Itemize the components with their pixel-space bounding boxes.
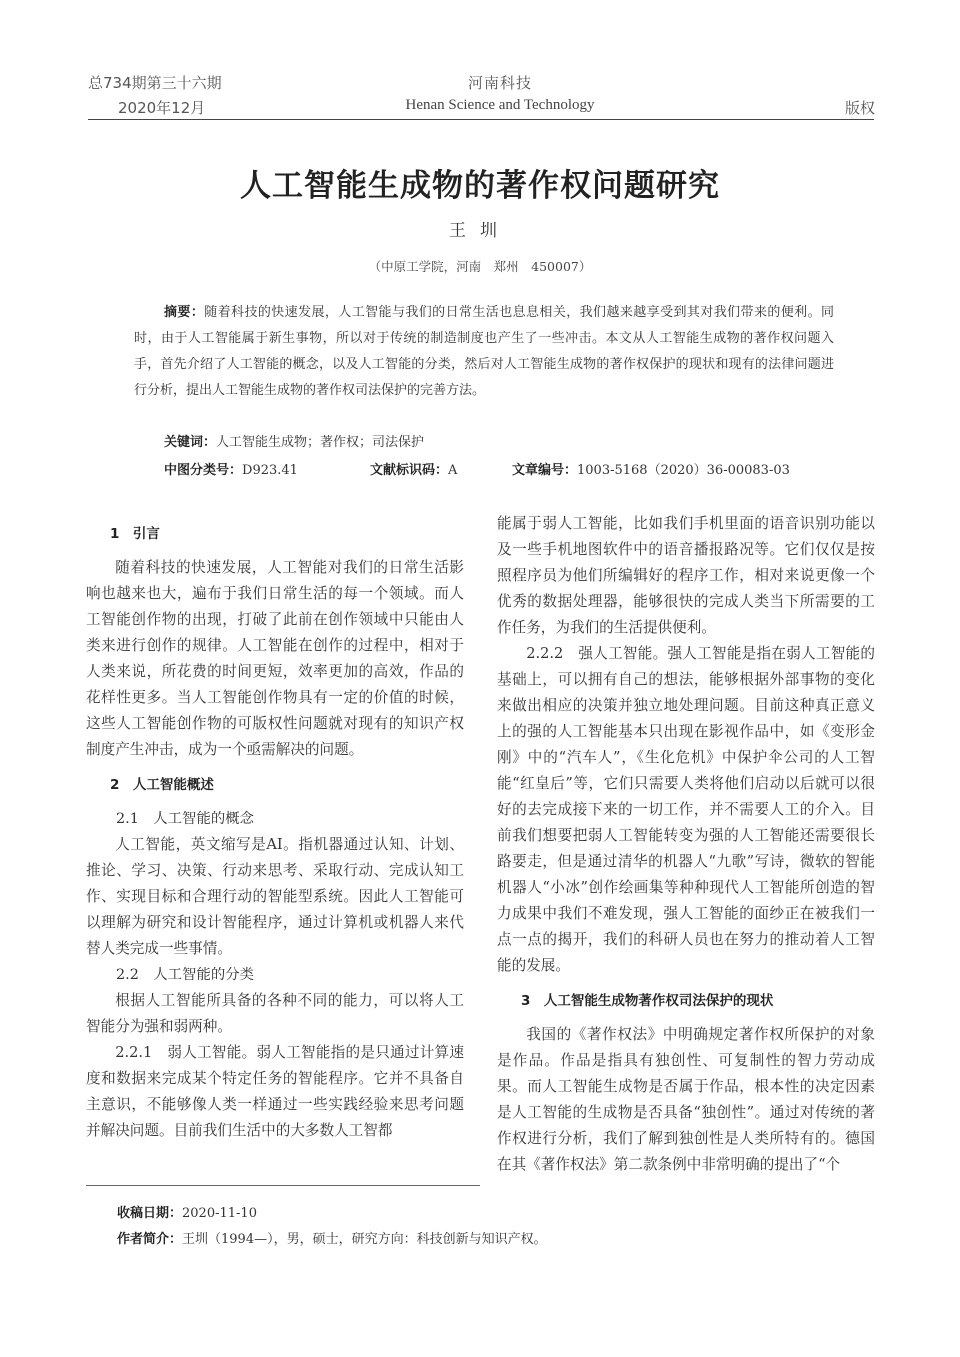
doc-code-value: A [448, 463, 458, 478]
section-2-2-heading: 2.2 人工智能的分类 [116, 967, 255, 983]
abstract-text: 随着科技的快速发展，人工智能与我们的日常生活也息息相关，我们越来越享受到其对我们带来的便利。同时，由于人工智能属于新生事物，所以对于传统的制造制度也产生了一些冲击。本文从人工智能生成物的著作权问题入手，首先介绍了人工智能的概念，以及人工智能的分类，然后对人工智能生成物的著作权保护的现状和现有的法律问题进行分析，提出人工智能生成物的著作权司法保护的完善方法。 [134, 305, 834, 398]
journal-name-en: Henan Science and Technology [405, 97, 595, 113]
article-number-label: 文章编号： [512, 463, 578, 478]
section-2-1-paragraph: 人工智能，英文缩写是AI。指机器通过认知、计划、推论、学习、决策、行动来思考、采取行动、完成认知工作、实现目标和合理行动的智能型系统。因此人工智能可以理解为研究和设计智能程序，通过计算机或机器人来代替人类完成一些事情。 [86, 836, 464, 957]
section-1-heading: 1 引言 [110, 526, 160, 542]
section-2-2-2-heading: 2.2.2 强人工智能。 [526, 645, 668, 662]
bio-label: 作者简介： [117, 1232, 183, 1247]
clc-number [164, 459, 298, 478]
footnote-rule [86, 1185, 480, 1186]
section-2-2-1-heading: 2.2.1 弱人工智能。 [115, 1044, 257, 1061]
section-2-2-2-text: 强人工智能是指在弱人工智能的基础上，可以拥有自己的想法，能够根据外部事物的变化来做出相应的决策并独立地处理问题。目前这种真正意义上的强的人工智能基本只出现在影视作品中，如《变形金刚》中的“汽车人”，《生化危机》中保护伞公司的人工智能“红皇后”等，它们只需要人类将他们启动以后就可以很好的去完成接下来的一切工作，并不需要人工的介入。目前我们想要把弱人工智能转变为强的人工智能还需要很长路要走，但是通过清华的机器人“九歌”写诗，微软的智能机器人“小冰”创作绘画集等种种现代人工智能所创造的智力成果中我们不难发现，强人工智能的面纱正在被我们一点一点的揭开，我们的科研人员也在努力的推动着人工智能的发展。 [497, 645, 875, 974]
abstract-label: 摘要： [164, 305, 205, 320]
section-2-heading: 2 人工智能概述 [110, 777, 214, 793]
issue-date: 2020年12月 [118, 99, 206, 117]
clc-value: D923.41 [242, 463, 298, 478]
article-number-value: 1003-5168（2020）36-00083-03 [577, 463, 790, 478]
left-column [86, 511, 464, 1144]
received-date [117, 1202, 257, 1221]
section-2-2-1-paragraph [86, 1040, 464, 1144]
section-1-paragraph: 随着科技的快速发展，人工智能对我们的日常生活影响也越来也大，遍布于我们日常生活的每一个领域。而人工智能创作物的出现，打破了此前在创作领域中只能由人类来进行创作的规律。人工智能在创作的过程中，相对于人类来说，所花费的时间更短，效率更加的高效，作品的花样性更多。当人工智能创作物具有一定的价值的时候，这些人工智能创作物的可版权性问题就对现有的知识产权制度产生冲击，成为一个亟需解决的问题。 [86, 559, 464, 758]
section-label: 版权 [845, 99, 876, 117]
bio-value: 王圳（1994—），男，硕士，研究方向：科技创新与知识产权。 [182, 1232, 547, 1247]
keywords [164, 431, 424, 450]
affiliation: （中原工学院，河南 郑州 450007） [368, 259, 592, 274]
issue-number: 总734期第三十六期 [88, 74, 222, 92]
right-column [497, 511, 875, 1178]
journal-name-cn: 河南科技 [467, 74, 532, 92]
doc-code [370, 459, 457, 478]
clc-label: 中图分类号： [164, 463, 243, 478]
section-3-heading: 3 人工智能生成物著作权司法保护的现状 [521, 993, 774, 1009]
received-label: 收稿日期： [117, 1206, 183, 1221]
section-2-2-paragraph: 根据人工智能所具备的各种不同的能力，可以将人工智能分为强和弱两种。 [86, 992, 464, 1035]
article-number [512, 459, 790, 478]
keywords-label: 关键词： [164, 435, 217, 450]
doc-code-label: 文献标识码： [370, 463, 449, 478]
continued-paragraph: 能属于弱人工智能，比如我们手机里面的语音识别功能以及一些手机地图软件中的语音播报路况等。它们仅仅是按照程序员为他们所编辑好的程序工作，相对来说更像一个优秀的数据处理器，能够很快的完成人类当下所需要的工作任务，为我们的生活提供便利。 [497, 515, 875, 636]
page-title: 人工智能生成物的著作权问题研究 [240, 168, 720, 204]
header-rule [88, 119, 874, 120]
author-name: 王圳 [449, 221, 511, 241]
section-3-paragraph: 我国的《著作权法》中明确规定著作权所保护的对象是作品。作品是指具有独创性、可复制性的智力劳动成果。而人工智能生成物是否属于作品，根本性的决定因素是人工智能的生成物是否具备“独创性”。通过对传统的著作权进行分析，我们了解到独创性是人类所特有的。德国在其《著作权法》第二款条例中非常明确的提出了“个 [497, 1026, 875, 1173]
abstract [134, 300, 834, 404]
section-2-2-1-text: 弱人工智能指的是只通过计算速度和数据来完成某个特定任务的智能程序。它并不具备自主意识，不能够像人类一样通过一些实践经验来思考问题并解决问题。目前我们生活中的大多数人工智都 [86, 1044, 464, 1139]
section-2-2-2-paragraph [497, 641, 875, 979]
author-bio [117, 1228, 547, 1247]
keywords-text: 人工智能生成物；著作权；司法保护 [216, 435, 425, 450]
section-2-1-heading: 2.1 人工智能的概念 [116, 811, 255, 827]
received-value: 2020-11-10 [182, 1206, 257, 1221]
